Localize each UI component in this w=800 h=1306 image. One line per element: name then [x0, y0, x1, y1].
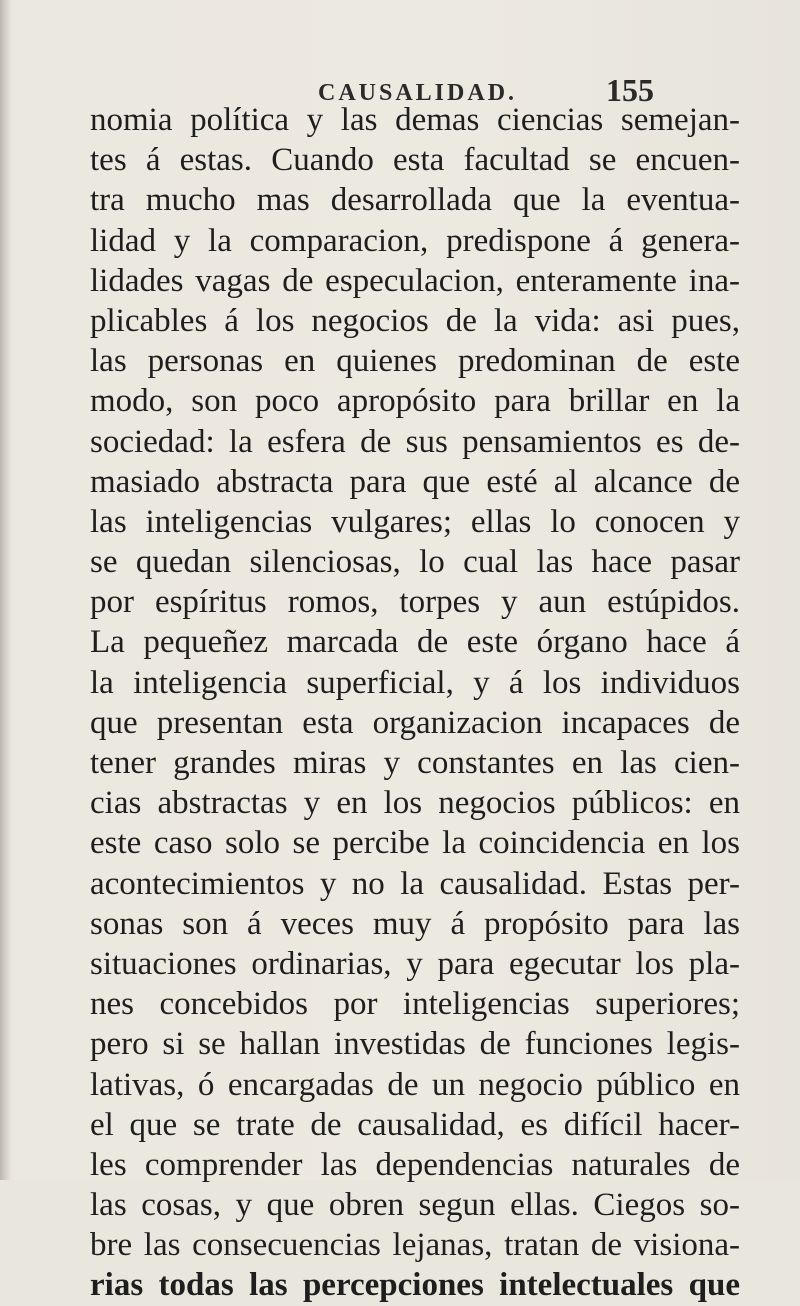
text-line: lidad y la comparacion, predispone á genera-: [90, 222, 740, 259]
text-line: modo, son poco apropósito para brillar en la: [90, 383, 740, 420]
page-number: 155: [606, 72, 654, 108]
text-line: se quedan silenciosas, lo cual las hace pasar: [90, 544, 740, 581]
text-line: por espíritus romos, torpes y aun estúpidos.: [90, 584, 740, 621]
text-line: lativas, ó encargadas de un negocio público en: [90, 1066, 740, 1103]
text-line: nes concebidos por inteligencias superiores;: [90, 986, 740, 1023]
text-line: masiado abstracta para que esté al alcance de: [90, 463, 740, 500]
text-line: cias abstractas y en los negocios públicos: en: [90, 785, 740, 822]
text-line: plicables á los negocios de la vida: asi pues,: [90, 302, 740, 339]
text-line: lidades vagas de especulacion, enteramente ina-: [90, 262, 740, 299]
text-line: sociedad: la esfera de sus pensamientos es de-: [90, 423, 740, 460]
running-title: CAUSALIDAD.: [318, 80, 518, 106]
text-line: situaciones ordinarias, y para egecutar los pla-: [90, 945, 740, 982]
text-line: tener grandes miras y constantes en las cien-: [90, 745, 740, 781]
text-line: les comprender las dependencias naturales de: [90, 1146, 740, 1183]
text-line: el que se trate de causalidad, es difícil hacer-: [90, 1106, 740, 1143]
text-line: rias todas las percepciones intelectuales que: [90, 1267, 740, 1304]
text-line: las personas en quienes predominan de este: [90, 343, 740, 380]
text-line: La pequeñez marcada de este órgano hace á: [90, 624, 740, 661]
page-gutter-shadow: [0, 0, 10, 1180]
text-line: las inteligencias vulgares; ellas lo conocen y: [90, 503, 740, 540]
text-line: este caso solo se percibe la coincidencia en los: [90, 825, 740, 862]
text-line: acontecimientos y no la causalidad. Estas per-: [90, 865, 740, 902]
text-line: que presentan esta organizacion incapaces de: [90, 704, 740, 741]
text-line: tra mucho mas desarrollada que la eventua-: [90, 182, 740, 219]
text-line: tes á estas. Cuando esta facultad se encuen-: [90, 142, 740, 179]
text-line: pero si se hallan investidas de funciones legis-: [90, 1026, 740, 1063]
text-line: la inteligencia superficial, y á los individuos: [90, 664, 740, 701]
text-line: sonas son á veces muy á propósito para las: [90, 905, 740, 942]
text-line: nomia política y las demas ciencias semejan-: [90, 102, 740, 138]
text-line: bre las consecuencias lejanas, tratan de visiona-: [90, 1227, 740, 1264]
body-text: [90, 100, 740, 1306]
text-line: las cosas, y que obren segun ellas. Ciegos so-: [90, 1187, 740, 1224]
